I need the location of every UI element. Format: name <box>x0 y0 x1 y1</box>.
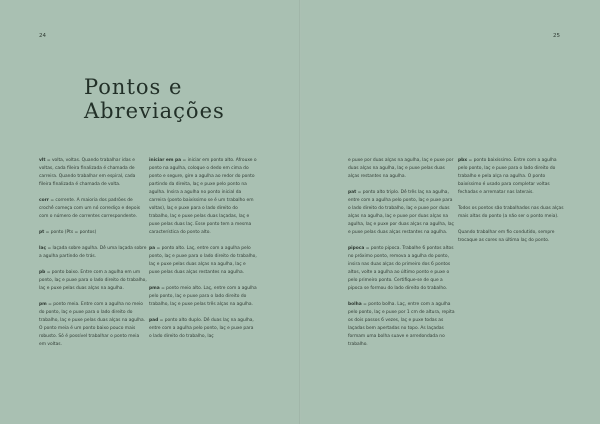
entry-definition: = ponto alto. Laç, entre com a agulha pelo ponto, laç e puxe para o lado direito do trabalho, laç e puxe pelas duas alças na agulha, laç e puxe pelas duas alças restantes na agulha. <box>149 246 257 275</box>
entry-term: pad <box>149 318 159 323</box>
entry-definition: = iniciar em ponto alto. Afrouxe o ponto na agulha, coloque o dedo em cima do ponto e segure, gire a agulha ao redor do ponto partindo da direita, laç e puxe pelo ponto na agulha. Insira a agulha no ponto inicial da carreira (ponto baixíssimo se é um trabalho em voltas), laç e puxe para o lado direito do trabalho, laç e puxe pelas duas laçadas, laç e puxe pelas duas laç. Esse ponto tem a mesma característica do ponto alto. <box>149 158 257 235</box>
glossary-entry <box>39 157 147 189</box>
glossary-entry <box>348 189 456 237</box>
glossary-entry <box>39 301 147 349</box>
glossary-entry <box>39 245 147 261</box>
entry-definition: = volta, voltas. Quando trabalhar idas e voltas, cada fileira finalizada é chamada de carreira. Quando trabalhar em espiral, cada fileira finalizada é chamada de volta. <box>39 158 136 187</box>
entry-definition: = ponto meia. Entre com a agulha no meio do ponto, laç e puxe para o lado direito do trabalho, laç e puxe pelas duas alças na agulha. O ponto meia é um ponto baixo pouco mais robusto. Só é possível trabalhar o ponto meia em voltas. <box>39 302 146 347</box>
page-number-right: 25 <box>553 33 560 39</box>
glossary-entry <box>458 157 566 197</box>
glossary-entry <box>348 301 456 349</box>
entry-definition: = ponto (Pts = pontos) <box>44 230 97 235</box>
glossary-column-1 <box>39 157 147 357</box>
entry-definition: = ponto baixo. Entre com a agulha em um ponto, laç e puxe para o lado direito do trabalho, laç e puxe pelas duas alças na agulha. <box>39 270 147 291</box>
glossary-entry-continued <box>348 157 456 181</box>
glossary-entry <box>348 245 456 293</box>
entry-term: corr <box>39 198 49 203</box>
title-line-1: Pontos e <box>84 75 183 99</box>
glossary-column-3 <box>348 157 456 357</box>
entry-definition: = ponto pipoca. Trabalhe 6 pontos altos no próximo ponto, remova a agulha do ponto, insira nas duas alças do primeiro dos 6 pontos altos, volte a agulha ao último ponto e puxe o pelo primeiro ponto. Certifique-se de que a pipoca se formou do lado direito do trabalho. <box>348 246 454 291</box>
entry-definition: = ponto meio alto. Laç, entre com a agulha pelo ponto, laç e puxe para o lado direito do trabalho, laç e puxe pelas três alças na agulha. <box>149 286 257 307</box>
entry-definition: = ponto alto triplo. Dê três laç na agulha, entre com a agulha pelo ponto, laç e puxe para o lado direito do trabalho, laç e puxe por duas alças na agulha, laç e puxe por duas alças na agulha, laç e puxe por duas alças na agulha, laç e puxe pelas duas alças restantes na agulha. <box>348 190 454 235</box>
glossary-entry <box>39 269 147 293</box>
entry-term: pm <box>39 302 47 307</box>
entry-term: vlt <box>39 158 46 163</box>
entry-definition: = ponto baixíssimo. Entre com a agulha pelo ponto, laç e puxe para o lado direito do trabalho e pela alça na agulha. O ponto baixíssimo é usado para completar voltas fechadas e arrematar nas laterais. <box>458 158 557 195</box>
entry-definition: = ponto bolha. Laç, entre com a agulha pelo ponto, laç e puxe por 1 cm de altura, repita os dois passos 6 vezes, laç e puxe todas as laçadas bem apertadas no topo. As laçadas formam uma bolha suave e arredondada no trabalho. <box>348 302 455 347</box>
color-change-note: Quando trabalhar em fio condutido, sempre trocaque as cores na última laç do ponto. <box>458 230 555 243</box>
entry-definition: = laçada sobre agulha. Dê uma laçada sobre a agulha partindo de trás. <box>39 246 147 259</box>
entry-definition: e puxe por duas alças na agulha, laç e puxe por duas alças na agulha, laç e puxe pelas duas alças restantes na agulha. <box>348 158 454 179</box>
glossary-entry <box>39 197 147 221</box>
glossary-entry <box>149 285 257 309</box>
title-line-2: Abreviações <box>84 99 225 123</box>
entry-definition: = ponto alto duplo. Dê duas laç na agulha, entre com a agulha pelo ponto, laç e puxe para o lado direito do trabalho, laç <box>149 318 254 339</box>
glossary-entry <box>149 157 257 237</box>
entry-term: iniciar em pa <box>149 158 182 163</box>
glossary-column-2 <box>149 157 257 349</box>
glossary-entry <box>149 245 257 277</box>
entry-term: bolha <box>348 302 362 307</box>
glossary-entry <box>39 229 147 237</box>
entry-term: pa <box>149 246 156 251</box>
entry-term: pt <box>39 230 45 235</box>
stitch-note: Todos os pontos são trabalhados nas duas alças mais altas do ponto (a não ser o ponto meia). <box>458 206 564 219</box>
page-gutter <box>299 0 301 424</box>
entry-term: pat <box>348 190 357 195</box>
entry-term: pma <box>149 286 160 291</box>
entry-term: laç <box>39 246 47 251</box>
entry-term: pbx <box>458 158 468 163</box>
glossary-entry <box>149 317 257 341</box>
glossary-column-4 <box>458 157 566 253</box>
entry-term: pipoca <box>348 246 365 251</box>
page-number-left: 24 <box>39 33 46 39</box>
entry-definition: = corrente. A maioria dos padrões de crochê começa com um nó corrediço e depois com o número de correntes correspondente. <box>39 198 141 219</box>
entry-term: pb <box>39 270 46 275</box>
page-title <box>84 75 225 123</box>
